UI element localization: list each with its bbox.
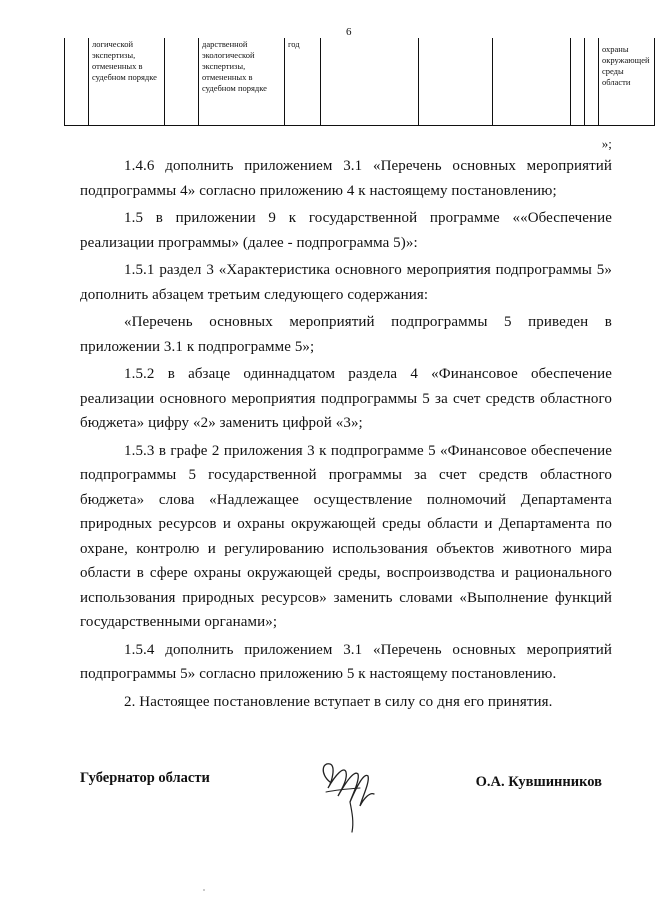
closing-quote: »; (601, 136, 612, 151)
handwritten-signature (316, 752, 384, 834)
table-cell (321, 38, 419, 126)
signatory-name: О.А. Кувшинников (475, 774, 602, 790)
paragraph: 1.5.4 дополнить приложением 3.1 «Перечень основных мероприятий подпрограммы 5» согласно приложению 5 к настоящему постановлению. (80, 641, 612, 682)
table-cell: логической экспертизы, отмененных в судебном порядке (89, 38, 165, 126)
table-cell (419, 38, 493, 126)
table-fragment (64, 38, 655, 126)
scan-speck (203, 889, 205, 891)
paragraph: 1.4.6 дополнить приложением 3.1 «Перечень основных мероприятий подпрограммы 4» согласно приложению 4 к настоящему постановлению; (80, 158, 612, 199)
paragraph: 1.5.1 раздел 3 «Характеристика основного мероприятия подпрограммы 5» дополнить абзацем третьим следующего содержания: (80, 262, 612, 303)
paragraph: 2. Настоящее постановление вступает в силу со дня его принятия. (124, 693, 553, 710)
table-cell: год (285, 38, 321, 126)
table-cell (165, 38, 199, 126)
table-cell (585, 38, 599, 126)
table-cell (571, 38, 585, 126)
table-cell: дарственной экологической экспертизы, отмененных в судебном порядке (199, 38, 285, 126)
paragraph: 1.5.3 в графе 2 приложения 3 к подпрограмме 5 «Финансовое обеспечение подпрограммы 5 государственной программы за счет средств областного бюджета» слова «Надлежащее осуществление полномочий Департамента природных ресурсов и охраны окружающей среды области и Департамента по охране, контролю и регулированию использования объектов животного мира области в сфере охраны окружающей среды, воспроизводства и рационального использования природных ресурсов» заменить словами «Выполнение функций государственными органами»; (80, 442, 612, 630)
page-number: 6 (346, 26, 352, 38)
table-cell (493, 38, 571, 126)
paragraph: 1.5.2 в абзаце одиннадцатом раздела 4 «Финансовое обеспечение реализации основного мероприятия подпрограммы 5 за счет средств областного бюджета» цифру «2» заменить цифрой «3»; (80, 366, 612, 431)
table-cell: охраны окружающей среды области (599, 38, 655, 126)
paragraph: «Перечень основных мероприятий подпрограммы 5 приведен в приложении 3.1 к подпрограмме 5»; (80, 314, 612, 355)
document-body (80, 136, 612, 714)
table-cell (65, 38, 89, 126)
signatory-role: Губернатор области (80, 770, 210, 786)
paragraph: 1.5 в приложении 9 к государственной программе ««Обеспечение реализации программы» (далее - подпрограмма 5)»: (80, 210, 612, 251)
